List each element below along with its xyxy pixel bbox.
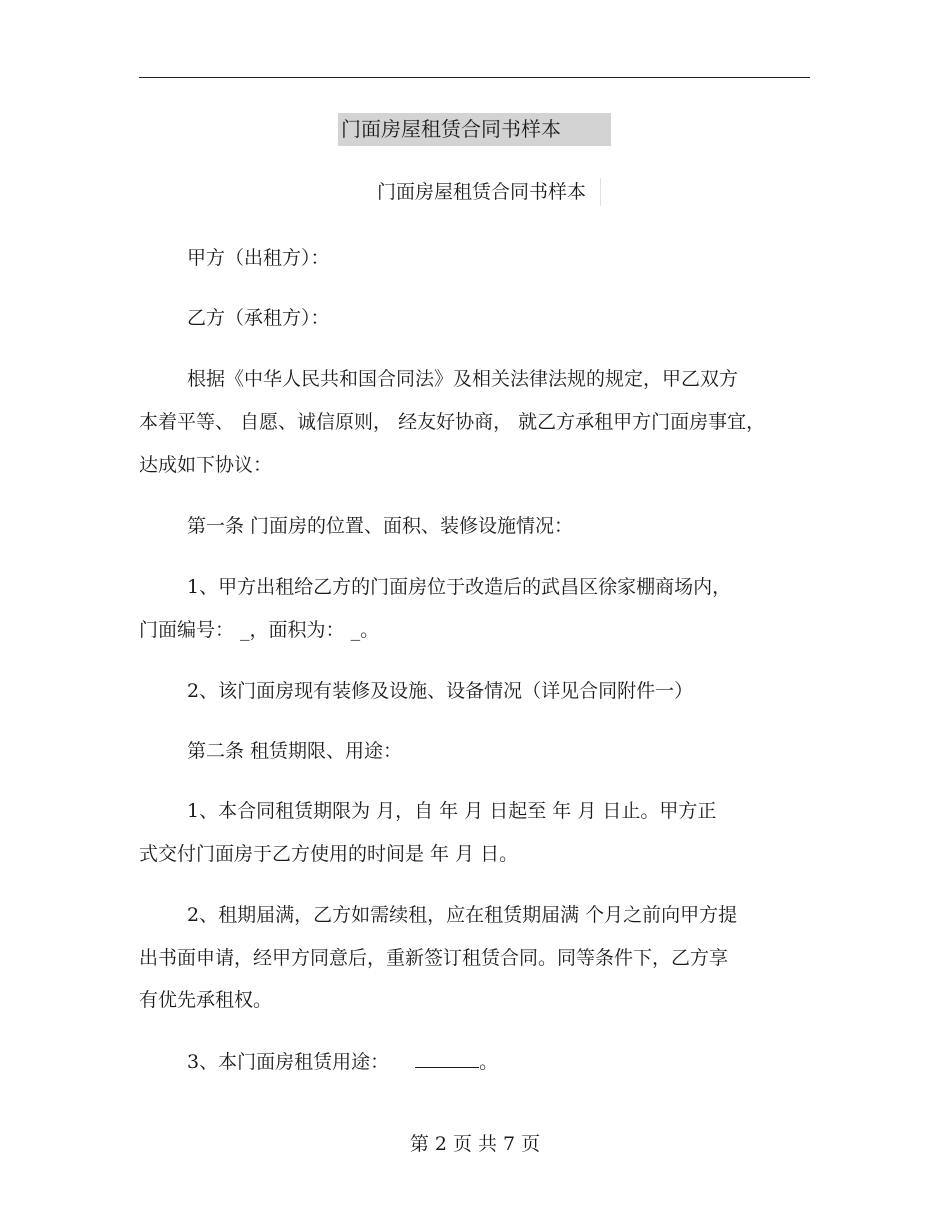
- party-a-line: 甲方（出租方）：: [187, 247, 330, 269]
- article-2-item-3-label: 3、本门面房租赁用途：: [187, 1051, 390, 1073]
- article-1-heading: 第一条 门面房的位置、面积、装修设施情况：: [187, 515, 574, 537]
- page-footer: 第 2 页 共 7 页: [409, 1133, 541, 1155]
- article-2-item-2-line-2: 出书面申请，经甲方同意后，重新签订租赁合同。同等条件下，乙方享: [139, 947, 729, 969]
- party-b-line: 乙方（承租方）：: [187, 307, 330, 329]
- article-2-item-2-line-3: 有优先承租权。: [139, 989, 273, 1011]
- header-title: 门面房屋租赁合同书样本: [338, 113, 611, 146]
- article-1-item-1-line-2: 门面编号： _，面积为： _。: [139, 619, 380, 641]
- usage-blank-line: [415, 1049, 479, 1068]
- article-2-item-1-line-1: 1、本合同租赁期限为 月，自 年 月 日起至 年 月 日止。甲方正: [187, 800, 717, 822]
- article-2-heading: 第二条 租赁期限、用途：: [187, 740, 403, 762]
- article-2-item-3-end: 。: [479, 1051, 499, 1073]
- article-2-item-3: [187, 1048, 498, 1076]
- article-2-item-1-line-2: 式交付门面房于乙方使用的时间是 年 月 日。: [139, 843, 519, 865]
- article-1-item-1-line-1: 1、甲方出租给乙方的门面房位于改造后的武昌区徐家棚商场内，: [187, 576, 732, 598]
- preamble-line-3: 达成如下协议：: [139, 454, 273, 476]
- article-2-item-2-line-1: 2、租期届满，乙方如需续租，应在租赁期届满 个月之前向甲方提: [187, 904, 738, 926]
- preamble-line-1: 根据《中华人民共和国合同法》及相关法律法规的规定，甲乙双方: [187, 368, 739, 390]
- header-rule: [139, 77, 810, 78]
- document-title: 门面房屋租赁合同书样本: [377, 178, 601, 206]
- article-1-item-2: 2、该门面房现有装修及设施、设备情况（详见合同附件一）: [187, 680, 694, 702]
- preamble-line-2: 本着平等、 自愿、诚信原则， 经友好协商， 就乙方承租甲方门面房事宜，: [139, 411, 766, 433]
